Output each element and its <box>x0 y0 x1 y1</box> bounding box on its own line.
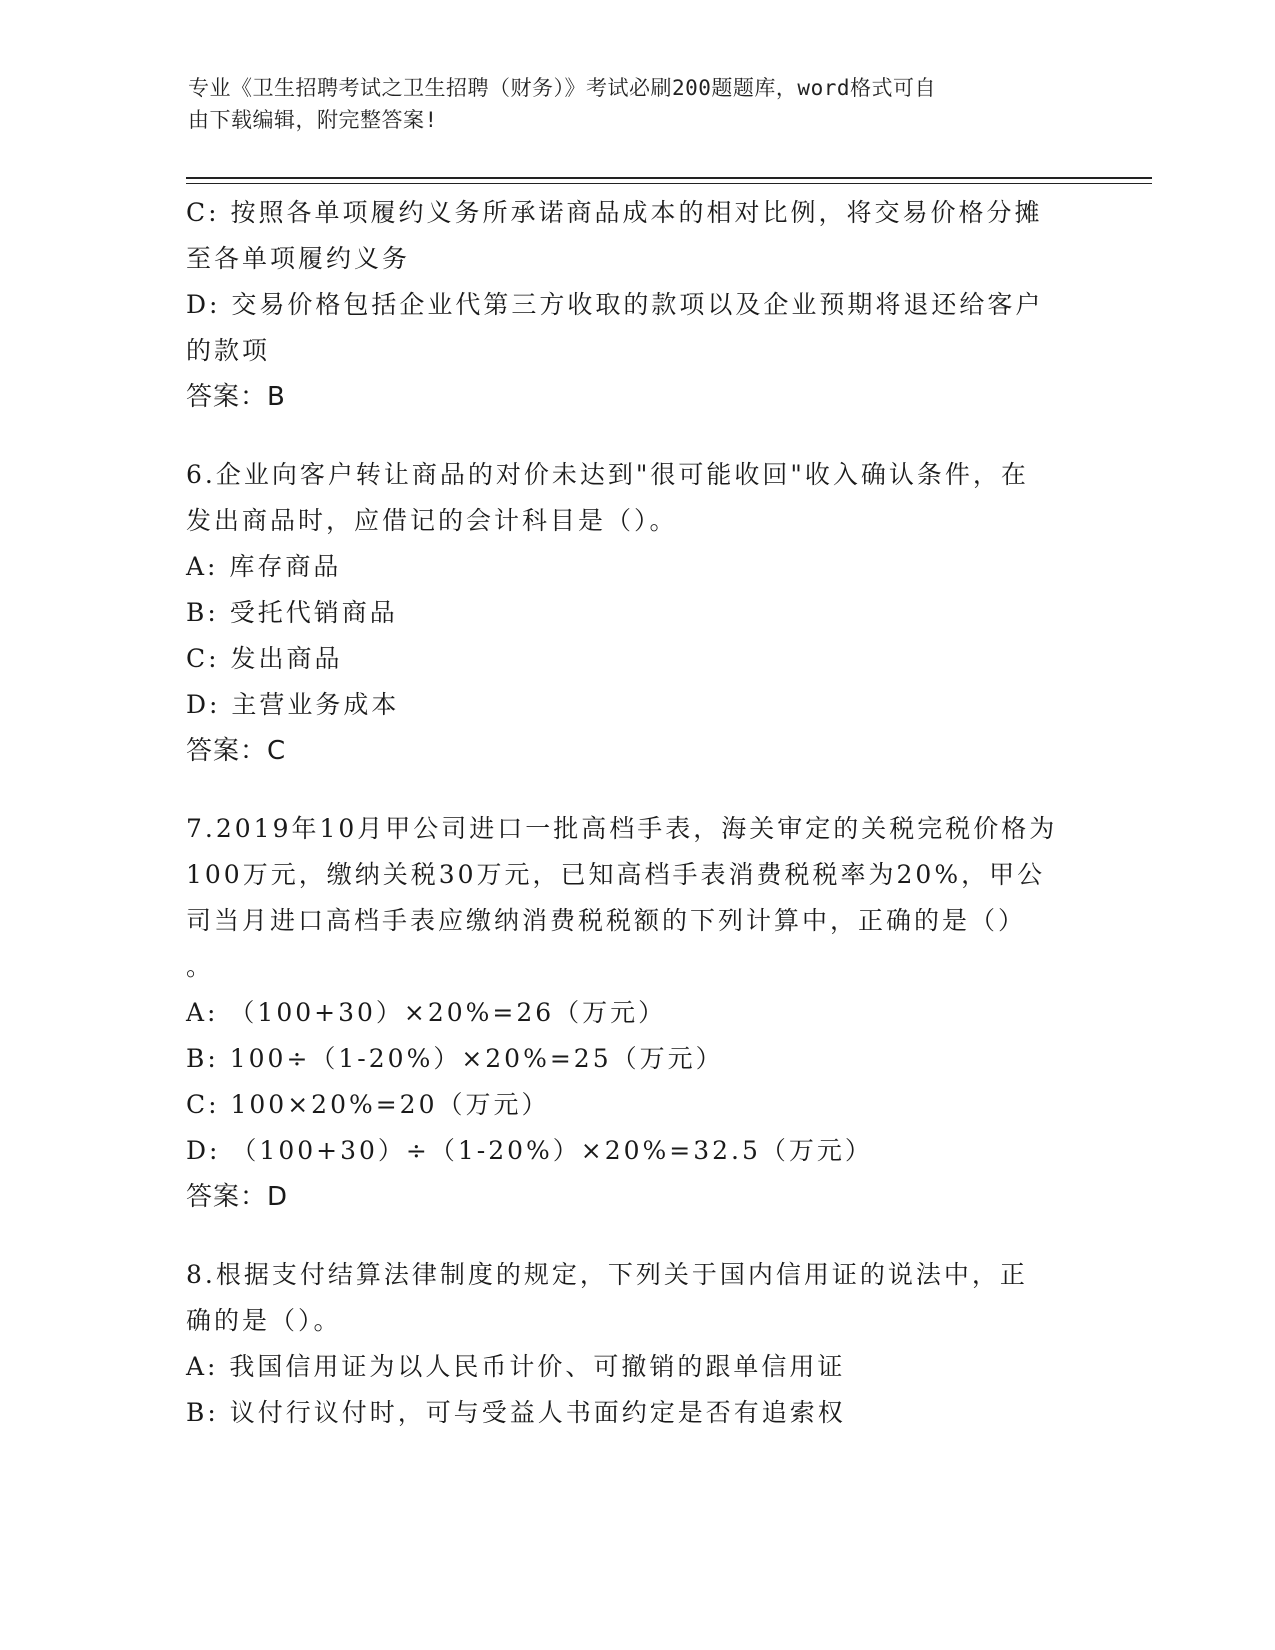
spacer <box>186 420 1086 452</box>
question-8-stem-line-2: 确的是（）。 <box>186 1306 342 1335</box>
option-a: A: 我国信用证为以人民币计价、可撤销的跟单信用证 <box>186 1352 846 1381</box>
header-line-2: 由下载编辑，附完整答案! <box>188 108 438 132</box>
option-b: B: 受托代销商品 <box>186 598 398 627</box>
option-c: C: 发出商品 <box>186 644 343 673</box>
question-7 <box>186 806 1086 1220</box>
answer-7: 答案：D <box>186 1182 289 1212</box>
option-c-line-2: 至各单项履约义务 <box>186 244 411 273</box>
question-8-stem-line-1: 8.根据支付结算法律制度的规定，下列关于国内信用证的说法中，正 <box>186 1260 1028 1289</box>
spacer <box>186 1220 1086 1252</box>
option-c-line-1: C: 按照各单项履约义务所承诺商品成本的相对比例，将交易价格分摊 <box>186 198 1043 227</box>
option-b: B: 100÷（1-20%）×20%=25（万元） <box>186 1044 724 1073</box>
answer-5: 答案：B <box>186 382 286 412</box>
option-a: A: 库存商品 <box>186 552 342 581</box>
option-d: D: 主营业务成本 <box>186 690 400 719</box>
question-5-fragment <box>186 190 1086 420</box>
option-c: C: 100×20%=20（万元） <box>186 1090 550 1119</box>
question-7-stem-line-2: 100万元，缴纳关税30万元，已知高档手表消费税税率为20%，甲公 <box>186 860 1046 889</box>
header-rule-thin <box>186 183 1152 184</box>
question-7-stem-line-4: 。 <box>186 952 215 981</box>
document-body <box>186 190 1086 1436</box>
question-7-stem-line-1: 7.2019年10月甲公司进口一批高档手表，海关审定的关税完税价格为 <box>186 814 1058 843</box>
question-6-stem-line-2: 发出商品时，应借记的会计科目是（）。 <box>186 506 678 535</box>
question-7-stem-line-3: 司当月进口高档手表应缴纳消费税税额的下列计算中，正确的是（） <box>186 906 1027 935</box>
option-a: A: （100+30）×20%=26（万元） <box>186 998 667 1027</box>
option-d: D: （100+30）÷（1-20%）×20%=32.5（万元） <box>186 1136 873 1165</box>
option-d-line-1: D: 交易价格包括企业代第三方收取的款项以及企业预期将退还给客户 <box>186 290 1044 319</box>
question-6 <box>186 452 1086 774</box>
question-6-stem-line-1: 6.企业向客户转让商品的对价未达到"很可能收回"收入确认条件，在 <box>186 460 1029 489</box>
question-8 <box>186 1252 1086 1436</box>
document-header <box>188 72 1078 136</box>
option-b: B: 议付行议付时，可与受益人书面约定是否有追索权 <box>186 1398 846 1427</box>
option-d-line-2: 的款项 <box>186 336 271 365</box>
header-line-1: 专业《卫生招聘考试之卫生招聘（财务）》考试必刷200题题库，word格式可自 <box>188 76 936 100</box>
answer-6: 答案：C <box>186 736 287 766</box>
spacer <box>186 774 1086 806</box>
header-rule-thick <box>186 177 1152 179</box>
